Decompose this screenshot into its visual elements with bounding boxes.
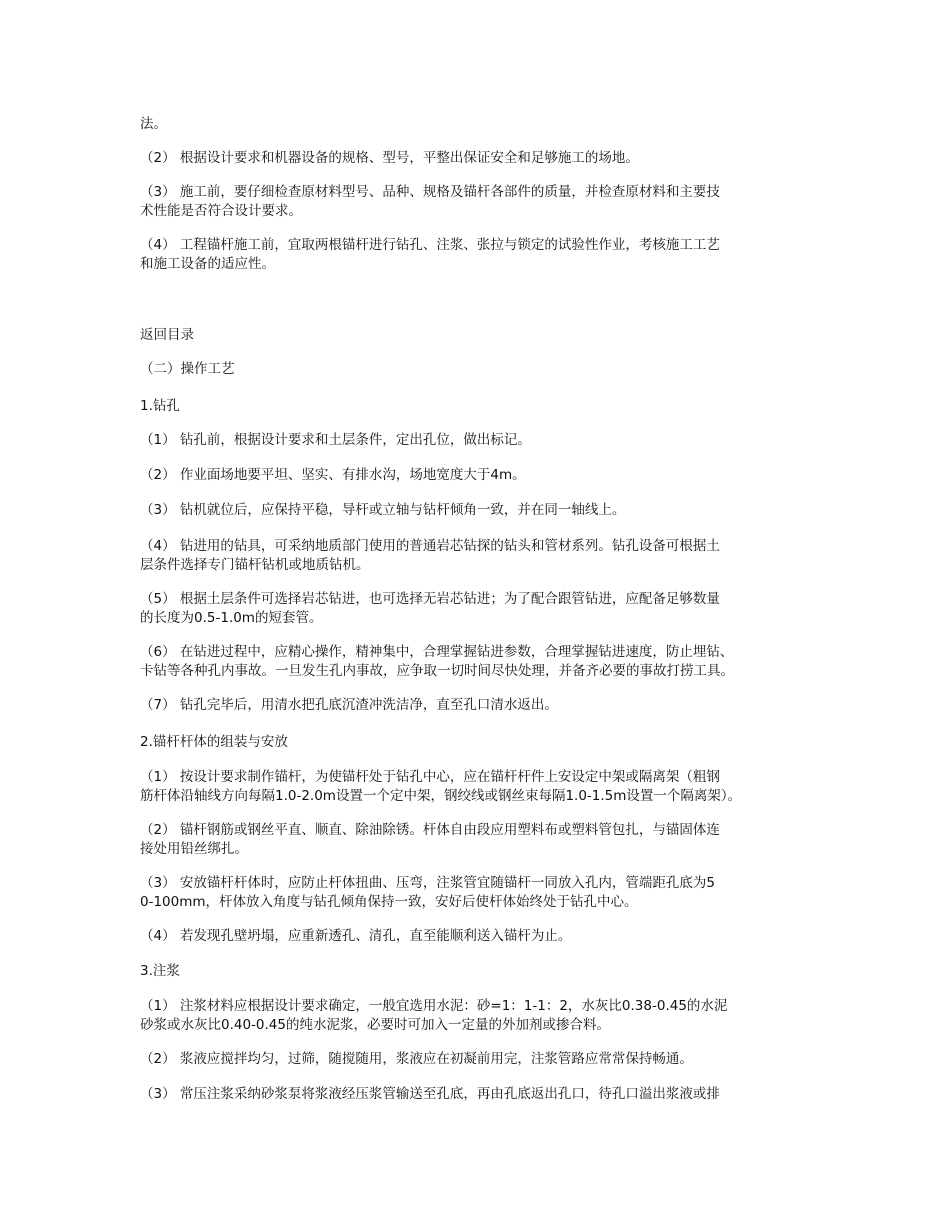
paragraph: （1） 按设计要求制作锚杆，为使锚杆处于钻孔中心，应在锚杆杆件上安设定中架或隔离架（粗钢 筋杆体沿轴线方向每隔1.0-2.0m设置一个定中架，钢绞线或钢丝束每隔1.0-1.5m设置一个隔离架）。 [140, 769, 742, 804]
subsection-heading: 2.锚杆杆体的组装与安放 [140, 734, 288, 750]
paragraph: 法。 [140, 116, 167, 132]
paragraph: （4） 工程锚杆施工前，宜取两根锚杆进行钻孔、注浆、张拉与锁定的试验性作业，考核施工工艺 和施工设备的适应性。 [140, 237, 720, 272]
section-heading: （二）操作工艺 [140, 361, 235, 377]
paragraph: （2） 根据设计要求和机器设备的规格、型号，平整出保证安全和足够施工的场地。 [140, 150, 639, 166]
back-to-contents-link[interactable]: 返回目录 [140, 327, 194, 343]
subsection-heading: 3.注浆 [140, 963, 180, 979]
paragraph: （5） 根据土层条件可选择岩芯钻进，也可选择无岩芯钻进；为了配合跟管钻进，应配备足够数量 的长度为0.5-1.0m的短套管。 [140, 591, 720, 626]
paragraph: （2） 作业面场地要平坦、坚实、有排水沟，场地宽度大于4m。 [140, 467, 526, 483]
paragraph: （2） 锚杆钢筋或钢丝平直、顺直、除油除锈。杆体自由段应用塑料布或塑料管包扎，与锚固体连 接处用铅丝绑扎。 [140, 822, 720, 857]
paragraph: （3） 施工前，要仔细检查原材料型号、品种、规格及锚杆各部件的质量，并检查原材料和主要技 术性能是否符合设计要求。 [140, 184, 720, 219]
paragraph: （4） 若发现孔壁坍塌，应重新透孔、清孔，直至能顺利送入锚杆为止。 [140, 928, 572, 944]
paragraph: （1） 注浆材料应根据设计要求确定，一般宜选用水泥：砂=1：1-1：2，水灰比0.38-0.45的水泥 砂浆或水灰比0.40-0.45的纯水泥浆，必要时可加入一定量的外加剂或掺合料。 [140, 998, 728, 1033]
paragraph: （3） 钻机就位后，应保持平稳，导杆或立轴与钻杆倾角一致，并在同一轴线上。 [140, 502, 626, 518]
paragraph: （4） 钻进用的钻具，可采纳地质部门使用的普通岩芯钻探的钻头和管材系列。钻孔设备可根据土 层条件选择专门锚杆钻机或地质钻机。 [140, 538, 720, 573]
paragraph: （3） 安放锚杆杆体时，应防止杆体扭曲、压弯，注浆管宜随锚杆一同放入孔内，管端距孔底为5 0-100mm，杆体放入角度与钻孔倾角保持一致，安好后使杆体始终处于钻孔中心。 [140, 875, 715, 910]
paragraph: （1） 钻孔前，根据设计要求和土层条件，定出孔位，做出标记。 [140, 432, 531, 448]
subsection-heading: 1.钻孔 [140, 398, 180, 414]
paragraph: （3） 常压注浆采纳砂浆泵将浆液经压浆管输送至孔底，再由孔底返出孔口，待孔口溢出浆液或排 [140, 1086, 720, 1102]
paragraph: （2） 浆液应搅拌均匀，过筛，随搅随用，浆液应在初凝前用完，注浆管路应常常保持畅通。 [140, 1051, 693, 1067]
paragraph: （7） 钻孔完毕后，用清水把孔底沉渣冲洗洁净，直至孔口清水返出。 [140, 697, 558, 713]
paragraph: （6） 在钻进过程中，应精心操作，精神集中，合理掌握钻进参数，合理掌握钻进速度，防止埋钻、 卡钻等各种孔内事故。一旦发生孔内事故，应争取一切时间尽快处理，并备齐必要的事故打捞工具。 [140, 644, 734, 679]
